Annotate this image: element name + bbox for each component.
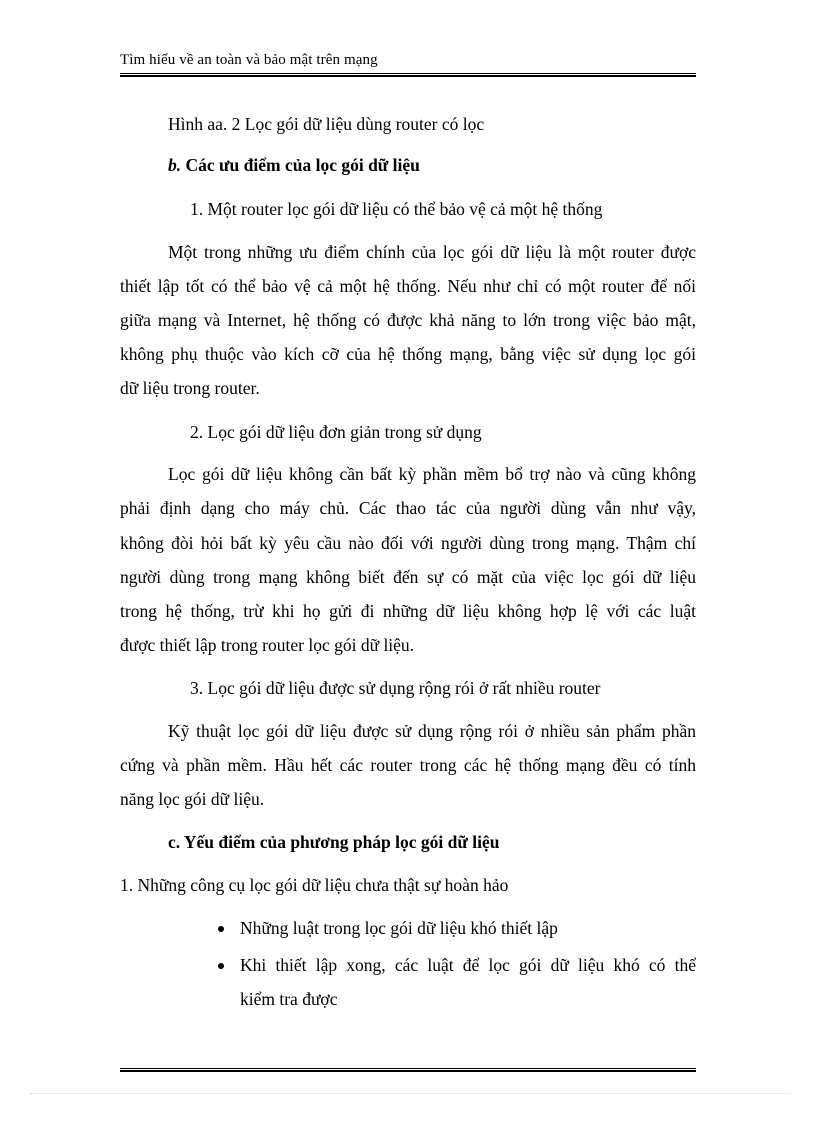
item-2-line-5: trong hệ thống, trừ khi họ gửi đi những dữ liệu không hợp lệ với các luật — [120, 601, 696, 621]
item-2-line-6: được thiết lập trong router lọc gói dữ liệu. — [120, 635, 415, 655]
item-2-heading: 2. Lọc gói dữ liệu đơn giản trong sử dụng — [190, 422, 482, 442]
item-2-line-1: Lọc gói dữ liệu không cần bất kỳ phần mềm bổ trợ nào và cũng không — [168, 464, 696, 484]
footer-rule — [120, 1068, 696, 1072]
item-1-line-2: thiết lập tốt có thể bảo vệ cả một hệ thống. Nếu như chỉ có một router để nối — [120, 276, 696, 296]
weakness-1-heading: 1. Những công cụ lọc gói dữ liệu chưa thật sự hoàn hảo — [120, 875, 509, 895]
item-2-line-2: phải định dạng cho máy chủ. Các thao tác của người dùng vẫn như vậy, — [120, 498, 696, 518]
bullet-1-text: Những luật trong lọc gói dữ liệu khó thiết lập — [240, 918, 558, 938]
page-edge-guide — [30, 1093, 790, 1094]
section-b-letter: b. — [168, 155, 182, 175]
item-1-line-1: Một trong những ưu điểm chính của lọc gói dữ liệu là một router được — [168, 242, 696, 262]
bullet-dot-icon — [218, 926, 224, 932]
section-b-title: Các ưu điểm của lọc gói dữ liệu — [185, 155, 420, 175]
item-1-line-5: dữ liệu trong router. — [120, 378, 260, 398]
header-rule — [120, 73, 696, 77]
bullet-2-line-2: kiểm tra được — [240, 989, 338, 1009]
figure-caption: Hình aa. 2 Lọc gói dữ liệu dùng router có lọc — [168, 114, 485, 134]
item-3-line-3: năng lọc gói dữ liệu. — [120, 789, 265, 809]
item-1-heading: 1. Một router lọc gói dữ liệu có thể bảo vệ cả một hệ thống — [190, 199, 603, 219]
section-c-heading: c. Yếu điểm của phương pháp lọc gói dữ liệu — [168, 832, 500, 852]
running-header: Tìm hiểu về an toàn và bảo mật trên mạng — [120, 52, 378, 68]
item-3-heading: 3. Lọc gói dữ liệu được sử dụng rộng rói ở rất nhiều router — [190, 678, 601, 698]
bullet-dot-icon — [218, 963, 224, 969]
item-1-line-4: không phụ thuộc vào kích cỡ của hệ thống mạng, bằng việc sử dụng lọc gói — [120, 344, 696, 364]
section-b-heading — [168, 153, 420, 177]
item-1-line-3: giữa mạng và Internet, hệ thống có được khả năng to lớn trong việc bảo mật, — [120, 310, 696, 330]
item-2-line-4: người dùng trong mạng không biết đến sự có mặt của việc lọc gói dữ liệu — [120, 567, 696, 587]
item-3-line-1: Kỹ thuật lọc gói dữ liệu được sử dụng rộng rói ở nhiều sản phẩm phần — [168, 721, 696, 741]
bullet-2-line-1: Khi thiết lập xong, các luật để lọc gói dữ liệu khó có thể — [240, 955, 696, 975]
item-2-line-3: không đòi hỏi bất kỳ yêu cầu nào đối với người dùng trong mạng. Thậm chí — [120, 533, 696, 553]
item-3-line-2: cứng và phần mềm. Hầu hết các router trong các hệ thống mạng đều có tính — [120, 755, 696, 775]
